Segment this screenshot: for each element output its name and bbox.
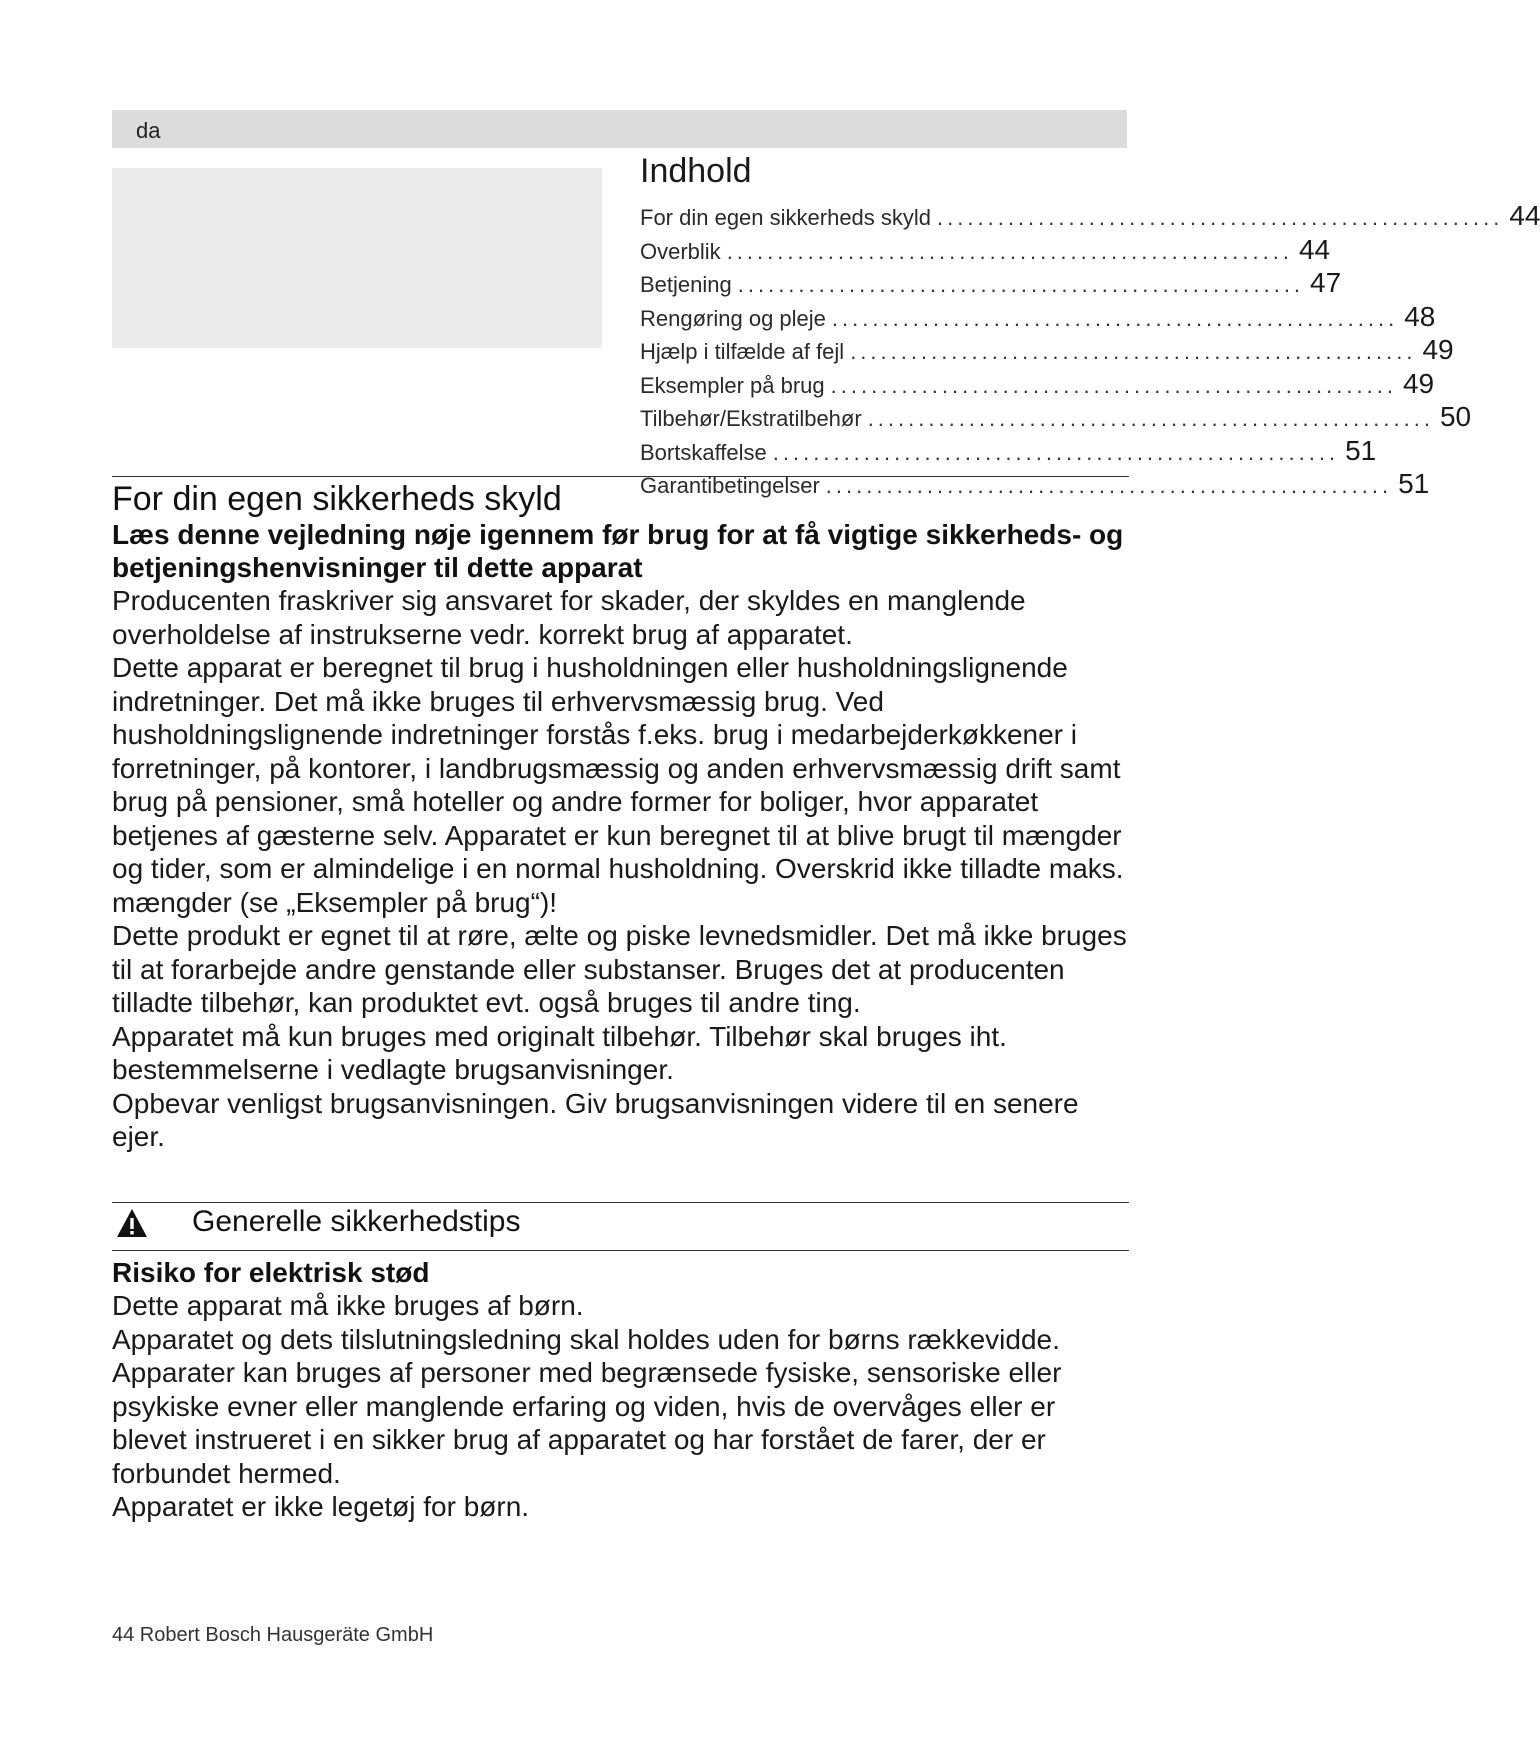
- toc-entry[interactable]: Bortskaffelse ........................................................ 51: [640, 434, 1377, 466]
- toc-entry[interactable]: Overblik ........................................................ 44: [640, 233, 1331, 265]
- body-paragraph: Producenten fraskriver sig ansvaret for skader, der skyldes en manglende overholdelse af instrukserne vedr. korrekt brug af apparatet.: [112, 585, 1026, 650]
- body-paragraph: Apparatet er ikke legetøj for børn.: [112, 1491, 530, 1522]
- toc-leader: ........................................................: [830, 372, 1397, 398]
- toc-entry[interactable]: Hjælp i tilfælde af fejl ........................................................ 49: [640, 334, 1454, 365]
- toc-leader: ........................................................: [867, 406, 1434, 431]
- toc-entry[interactable]: Garantibetingelser ........................................................ 51: [640, 468, 1430, 499]
- toc-entry[interactable]: Betjening ........................................................ 47: [640, 267, 1342, 298]
- warning-triangle-icon: [116, 1207, 148, 1239]
- warning-title: Generelle sikkerhedstips: [192, 1205, 521, 1238]
- language-tag: da: [136, 118, 161, 143]
- body-paragraph: Dette produkt er egnet til at røre, ælte og piske levnedsmidler. Det må ikke bruges til at forarbejde andre genstande eller substanser. Bruges det at producenten tilladte tilbehør, kan produktet evt. også bruges til andre ting.: [112, 920, 1127, 1018]
- language-bar: [112, 110, 1127, 148]
- page-footer: 44 Robert Bosch Hausgeräte GmbH: [112, 1624, 434, 1646]
- toc-entry[interactable]: Tilbehør/Ekstratilbehør ........................................................ 50: [640, 401, 1472, 432]
- body-paragraph: Dette apparat er beregnet til brug i husholdningen eller husholdningslignende indretninger. Det må ikke bruges til erhvervsmæssig brug. Ved husholdningslignende indretninger forstås f.eks. brug i medarbejderkøkkener i forretninger, på kontorer, i landbrugsmæssig og anden erhvervsmæssig drift samt brug på pensioner, små hoteller og andre former for boliger, hvor apparatet betjenes af gæsterne selv. Apparatet er kun beregnet til at blive brugt til mængder og tider, som er almindelige i en normal husholdning. Overskrid ikke tilladte maks. mængder (se „Eksempler på brug“)!: [112, 652, 1124, 918]
- section-subheading: Læs denne vejledning nøje igennem før brug for at få vigtige sikkerheds- og betjeningshenvisninger til dette apparat: [112, 519, 1124, 583]
- toc-leader: ........................................................: [726, 238, 1293, 264]
- section-heading: For din egen sikkerheds skyld: [112, 480, 562, 518]
- body-paragraph: Dette apparat må ikke bruges af børn.: [112, 1290, 584, 1321]
- image-placeholder: [112, 168, 602, 348]
- toc-entry[interactable]: Rengøring og pleje ........................................................ 48: [640, 300, 1436, 332]
- electric-shock-section: [112, 1256, 1132, 1524]
- body-paragraph: Opbevar venligst brugsanvisningen. Giv brugsanvisningen videre til en senere ejer.: [112, 1087, 1079, 1152]
- safety-section: [112, 480, 1132, 1154]
- toc-entry[interactable]: Eksempler på brug ........................................................ 49: [640, 367, 1435, 399]
- warning-bottom-divider: [112, 1250, 1129, 1251]
- toc-leader: ........................................................: [772, 439, 1340, 465]
- toc-leader: ........................................................: [737, 272, 1305, 297]
- subsection-heading: Risiko for elektrisk stød: [112, 1257, 430, 1288]
- toc-leader: ........................................................: [937, 205, 1504, 230]
- section-divider: [112, 476, 1129, 477]
- body-paragraph: Apparatet må kun bruges med originalt tilbehør. Tilbehør skal bruges iht. bestemmelserne i vedlagte brugsanvisninger.: [112, 1020, 1007, 1085]
- warning-top-divider: [112, 1202, 1129, 1203]
- toc-entry[interactable]: For din egen sikkerheds skyld ........................................................ 44: [640, 200, 1540, 231]
- toc-leader: ........................................................: [850, 339, 1417, 364]
- body-paragraph: Apparater kan bruges af personer med begrænsede fysiske, sensoriske eller psykiske evner eller manglende erfaring og viden, hvis de overvåges eller er blevet instrueret i en sikker brug af apparatet og har forstået de farer, der er forbundet hermed.: [112, 1357, 1062, 1489]
- toc-leader: ........................................................: [825, 473, 1393, 498]
- toc-title: Indhold: [640, 152, 752, 190]
- toc-leader: ........................................................: [831, 305, 1399, 331]
- warning-banner: [112, 1205, 1129, 1251]
- body-paragraph: Apparatet og dets tilslutningsledning skal holdes uden for børns rækkevidde.: [112, 1323, 1060, 1355]
- table-of-contents: [640, 152, 1540, 501]
